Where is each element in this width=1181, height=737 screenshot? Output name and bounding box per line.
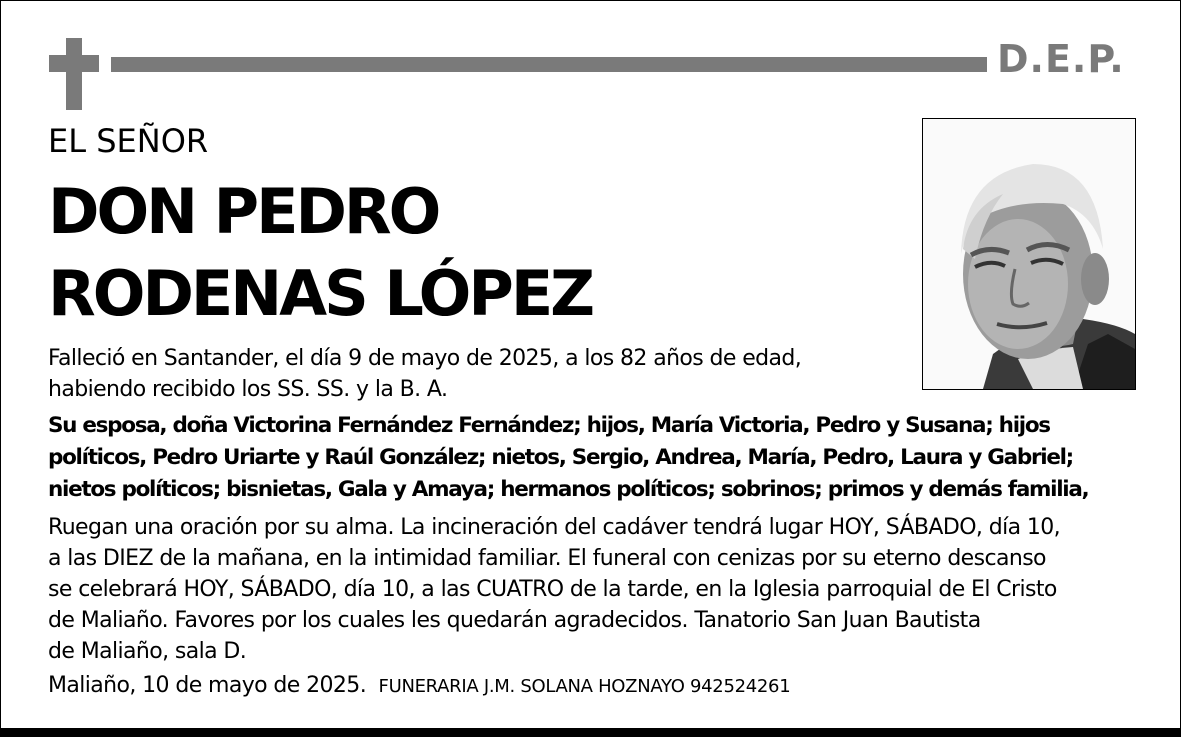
- cross-icon: [49, 38, 99, 110]
- salutation: EL SEÑOR: [48, 122, 209, 160]
- header-rule: [111, 57, 987, 72]
- family-line-2: políticos, Pedro Uriarte y Raúl González; nietos, Sergio, Andrea, María, Pedro, Laura y Gabriel;: [48, 445, 1073, 470]
- family-list: [48, 410, 1158, 506]
- portrait-photo: [922, 118, 1136, 390]
- request-line-2: a las DIEZ de la mañana, en la intimidad familiar. El funeral con cenizas por su eterno descanso: [48, 546, 1046, 571]
- death-line-1: Falleció en Santander, el día 9 de mayo de 2025, a los 82 años de edad,: [48, 346, 802, 371]
- deceased-name: [48, 171, 592, 335]
- family-line-3: nietos políticos; bisnietas, Gala y Amaya; hermanos políticos; sobrinos; primos y demás familia,: [48, 477, 1089, 502]
- death-line-2: habiendo recibido los SS. SS. y la B. A.: [48, 377, 448, 402]
- place-date: Maliaño, 10 de mayo de 2025.: [48, 673, 367, 698]
- request-line-4: de Maliaño. Favores por los cuales les quedarán agradecidos. Tanatorio San Juan Bautista: [48, 608, 981, 633]
- request-line-5: de Maliaño, sala D.: [48, 639, 247, 664]
- family-line-1: Su esposa, doña Victorina Fernández Fernández; hijos, María Victoria, Pedro y Susana; hijos: [48, 413, 1050, 438]
- funeral-home: FUNERARIA J.M. SOLANA HOZNAYO 942524261: [378, 676, 791, 697]
- ceremony-details: [48, 512, 1158, 667]
- name-line-2: RODENAS LÓPEZ: [48, 257, 593, 330]
- death-announcement: [48, 343, 908, 405]
- name-line-1: DON PEDRO: [48, 175, 439, 248]
- request-line-3: se celebrará HOY, SÁBADO, día 10, a las CUATRO de la tarde, en la Iglesia parroquial de El Cristo: [48, 577, 1057, 602]
- footer: [48, 673, 790, 698]
- dep-label: D.E.P.: [997, 37, 1125, 81]
- request-line-1: Ruegan una oración por su alma. La incineración del cadáver tendrá lugar HOY, SÁBADO, día 10,: [48, 515, 1061, 540]
